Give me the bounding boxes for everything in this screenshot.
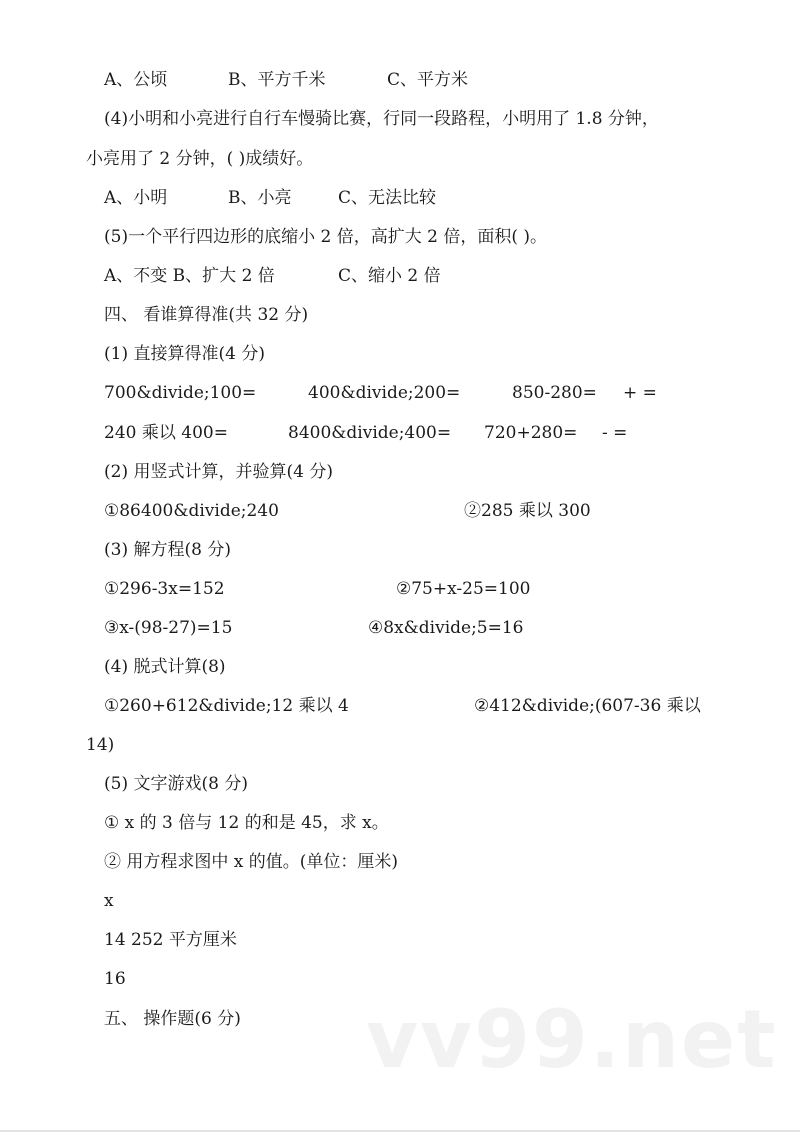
figure-label-16: 16 xyxy=(104,969,126,989)
calc-item: + = xyxy=(623,383,657,403)
choice-b: B、小亮 xyxy=(228,188,292,208)
equation-item: ②75+x-25=100 xyxy=(396,579,531,599)
choice-a-b: A、不变 B、扩大 2 倍 xyxy=(104,266,275,286)
figure-label-x: x xyxy=(104,891,114,911)
choice-c: C、平方米 xyxy=(387,70,469,90)
word-problem-2: ② 用方程求图中 x 的值。(单位：厘米) xyxy=(104,852,399,872)
calc-item: ②285 乘以 300 xyxy=(464,501,591,521)
subsection-4-heading: (4) 脱式计算(8) xyxy=(104,657,226,677)
word-problem-1: ① x 的 3 倍与 12 的和是 45，求 x。 xyxy=(104,813,389,833)
choice-b: B、平方千米 xyxy=(228,70,326,90)
calc-item: 700&divide;100= xyxy=(104,383,257,403)
question-4-continued: 小亮用了 2 分钟，( )成绩好。 xyxy=(86,149,314,169)
calc-item: ②412&divide;(607-36 乘以 xyxy=(474,696,701,716)
equation-item: ④8x&divide;5=16 xyxy=(368,618,524,638)
choice-a: A、小明 xyxy=(104,188,168,208)
equation-item: ①296-3x=152 xyxy=(104,579,225,599)
question-5: (5)一个平行四边形的底缩小 2 倍，高扩大 2 倍，面积( )。 xyxy=(104,227,547,247)
figure-label-area: 14 252 平方厘米 xyxy=(104,930,237,950)
calc-item: 400&divide;200= xyxy=(308,383,461,403)
calc-item: 8400&divide;400= xyxy=(288,423,452,443)
calc-item: 850-280= xyxy=(512,383,597,403)
calc-item: ①86400&divide;240 xyxy=(104,501,279,521)
step-calc-continued: 14) xyxy=(86,735,115,755)
calc-item: 720+280= xyxy=(484,423,578,443)
subsection-2-heading: (2) 用竖式计算，并验算(4 分) xyxy=(104,462,333,482)
calc-item: 240 乘以 400= xyxy=(104,423,228,443)
page-bottom-divider xyxy=(0,1130,800,1132)
subsection-5-heading: (5) 文字游戏(8 分) xyxy=(104,774,248,794)
choice-c: C、无法比较 xyxy=(338,188,437,208)
choice-a: A、公顷 xyxy=(104,70,168,90)
section-4-heading: 四、 看谁算得准(共 32 分) xyxy=(104,305,309,325)
site-watermark: vv99.net xyxy=(366,993,778,1086)
choice-c: C、缩小 2 倍 xyxy=(338,266,441,286)
equation-item: ③x-(98-27)=15 xyxy=(104,618,233,638)
subsection-3-heading: (3) 解方程(8 分) xyxy=(104,540,231,560)
section-5-heading: 五、 操作题(6 分) xyxy=(104,1009,241,1029)
calc-item: ①260+612&divide;12 乘以 4 xyxy=(104,696,349,716)
subsection-1-heading: (1) 直接算得准(4 分) xyxy=(104,344,265,364)
calc-item: - = xyxy=(602,423,628,443)
question-4: (4)小明和小亮进行自行车慢骑比赛，行同一段路程，小明用了 1.8 分钟， xyxy=(104,109,659,129)
